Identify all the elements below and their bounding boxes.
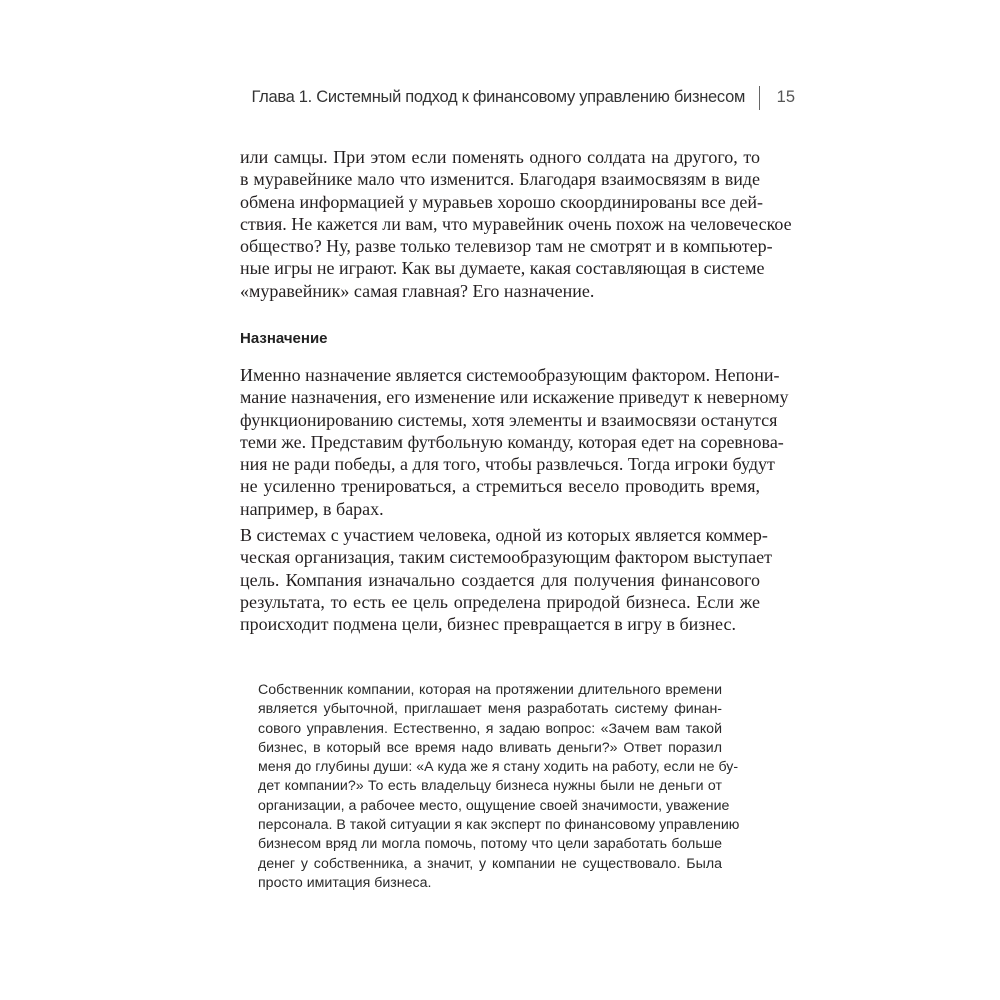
paragraph-goal <box>240 524 772 635</box>
text-line: является убыточной, приглашает меня разработать систему финан- <box>258 701 722 718</box>
text-line: в муравейнике мало что изменится. Благодаря взаимосвязям в виде <box>240 169 760 190</box>
section-heading: Назначение <box>240 330 328 347</box>
example-box <box>258 681 740 893</box>
text-line: происходит подмена цели, бизнес превращается в игру в бизнес. <box>240 614 736 635</box>
text-line: персонала. В такой ситуации я как эксперт по финансовому управлению <box>258 817 740 834</box>
text-line: Собственник компании, которая на протяжении длительного времени <box>258 682 722 698</box>
text-line: например, в барах. <box>240 498 384 519</box>
text-line: организации, а рабочее место, ощущение своей значимости, уважение <box>258 797 730 814</box>
text-line: «муравейник» самая главная? Его назначение. <box>240 280 595 301</box>
text-line: теми же. Представим футбольную команду, которая едет на соревнова- <box>240 431 784 452</box>
text-line: функционированию системы, хотя элементы и взаимосвязи останутся <box>240 409 778 430</box>
text-line: бизнес, в который все время надо вливать деньги?» Ответ поразил <box>258 739 722 756</box>
text-line: Именно назначение является системообразующим фактором. Непони- <box>240 365 780 385</box>
text-line: просто имитация бизнеса. <box>258 874 432 891</box>
text-line: обмена информацией у муравьев хорошо скоординированы все дей- <box>240 191 764 212</box>
text-line: денег у собственника, а значит, у компании не существовало. Была <box>258 855 722 872</box>
text-line: результата, то есть ее цель определена природой бизнеса. Если же <box>240 591 760 612</box>
text-line: бизнесом вряд ли могла помочь, потому что цели заработать больше <box>258 836 722 853</box>
page-number: 15 <box>776 88 795 106</box>
text-line: ствия. Не кажется ли вам, что муравейник очень похож на человеческое <box>240 213 792 234</box>
text-line: цель. Компания изначально создается для получения финансового <box>240 569 760 590</box>
text-line: ные игры не играют. Как вы думаете, какая составляющая в системе <box>240 258 765 279</box>
paragraph-ant-colony <box>240 146 792 302</box>
text-line: дет компании?» То есть владельцу бизнеса нужны были не деньги от <box>258 778 722 795</box>
text-line: В системах с участием человека, одной из которых является коммер- <box>240 525 768 545</box>
header-divider <box>759 86 760 110</box>
text-line: ния не ради победы, а для того, чтобы развлечься. Тогда игроки будут <box>240 454 775 475</box>
running-header <box>240 86 795 112</box>
text-line: не усиленно тренироваться, а стремиться весело проводить время, <box>240 476 760 497</box>
text-line: общество? Ну, разве только телевизор там не смотрят и в компьютер- <box>240 236 773 257</box>
text-line: меня до глубины души: «А куда же я стану ходить на работу, если не бу- <box>258 759 739 776</box>
text-line: сового управления. Естественно, я задаю вопрос: «Зачем вам такой <box>258 720 722 737</box>
paragraph-purpose <box>240 364 789 520</box>
text-line: ческая организация, таким системообразующим фактором выступает <box>240 547 772 568</box>
text-line: или самцы. При этом если поменять одного солдата на другого, то <box>240 147 760 167</box>
chapter-title: Глава 1. Системный подход к финансовому управлению бизнесом <box>251 88 745 106</box>
text-line: мание назначения, его изменение или искажение приведут к неверному <box>240 387 789 408</box>
